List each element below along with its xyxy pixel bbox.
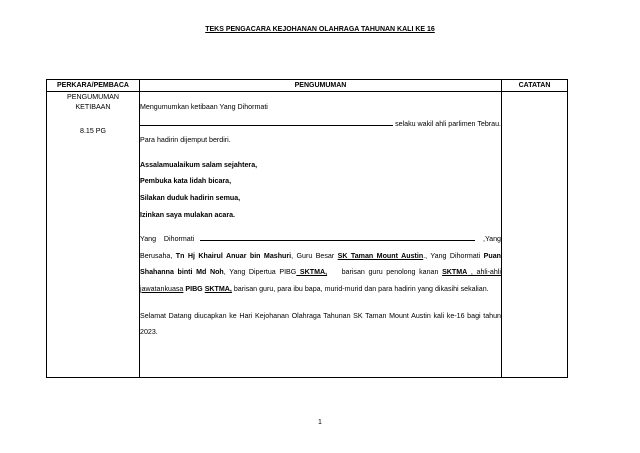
salutation-title: Puan (483, 251, 501, 260)
header-item: PERKARA/PEMBACA (47, 80, 140, 92)
announcement-vip-line (140, 116, 501, 133)
blank-line (140, 119, 393, 126)
pantun-line-3: Silakan duduk hadirin semua, (140, 193, 241, 202)
pantun-line-2: Pembuka kata lidah bicara, (140, 177, 232, 186)
school-abbr: SKTMA, (204, 284, 232, 293)
salutation-text: PIBG (183, 284, 205, 293)
pibg-chair-name: Shahanna binti Md Noh (140, 268, 224, 277)
welcome-paragraph: Selamat Datang diucapkan ke Hari Kejohanan Olahraga Tahunan SK Taman Mount Austin kali ke-16 bagi tahun 2023. (140, 311, 501, 337)
salutation-text: ., Yang Dihormati (423, 251, 484, 260)
notes-cell (502, 92, 568, 378)
headmaster-name: Tn Hj Khairul Anuar bin Mashuri (175, 251, 292, 260)
item-label-line2: KETIBAAN (75, 103, 111, 111)
vip-suffix: selaku wakil ahli parlimen Tebrau. (395, 119, 501, 128)
greeting-prefix: Yang Dihormati (140, 235, 195, 244)
school-abbr: SKTMA (442, 268, 468, 277)
salutation-text: , ahli-ahli (467, 268, 501, 277)
salutation-text: , Guru Besar (291, 251, 338, 260)
greeting-line (140, 231, 501, 248)
school-name: SK Taman Mount Austin (337, 251, 424, 260)
table-header-row (47, 80, 568, 92)
item-cell (47, 92, 140, 378)
school-abbr: SKTMA, (296, 268, 328, 277)
page-number: 1 (318, 419, 322, 426)
salutation-paragraph (140, 248, 501, 298)
salutation-text: jawatankuasa (140, 284, 184, 293)
time-label: 8.15 PG (79, 127, 107, 135)
pantun-line-4: Izinkan saya mulakan acara. (140, 210, 236, 219)
item-label-line1: PENGUMUMAN (66, 93, 120, 101)
announcement-stand: Para hadirin dijemput berdiri. (140, 136, 231, 145)
announcement-cell (140, 92, 502, 378)
table-row (47, 92, 568, 378)
greeting-suffix: ,Yang (482, 235, 501, 244)
header-notes: CATATAN (502, 80, 568, 92)
announcement-table (46, 79, 568, 378)
salutation-text: sekalian. (460, 284, 489, 293)
salutation-text: , Yang Dipertua PIBG (223, 268, 297, 277)
document-title: TEKS PENGACARA KEJOHANAN OLAHRAGA TAHUNAN KALI KE 16 (205, 26, 435, 33)
announcement-intro: Mengumumkan ketibaan Yang Dihormati (140, 103, 268, 111)
blank-line (200, 234, 475, 241)
salutation-text: barisan guru, para ibu bapa, murid-murid dan para hadirin yang dikasihi (231, 284, 459, 293)
header-announcement: PENGUMUMAN (140, 80, 502, 92)
pantun-line-1: Assalamualaikum salam sejahtera, (140, 160, 258, 169)
salutation-text: barisan guru penolong kanan (327, 268, 443, 277)
salutation-text: Berusaha, (140, 251, 176, 260)
